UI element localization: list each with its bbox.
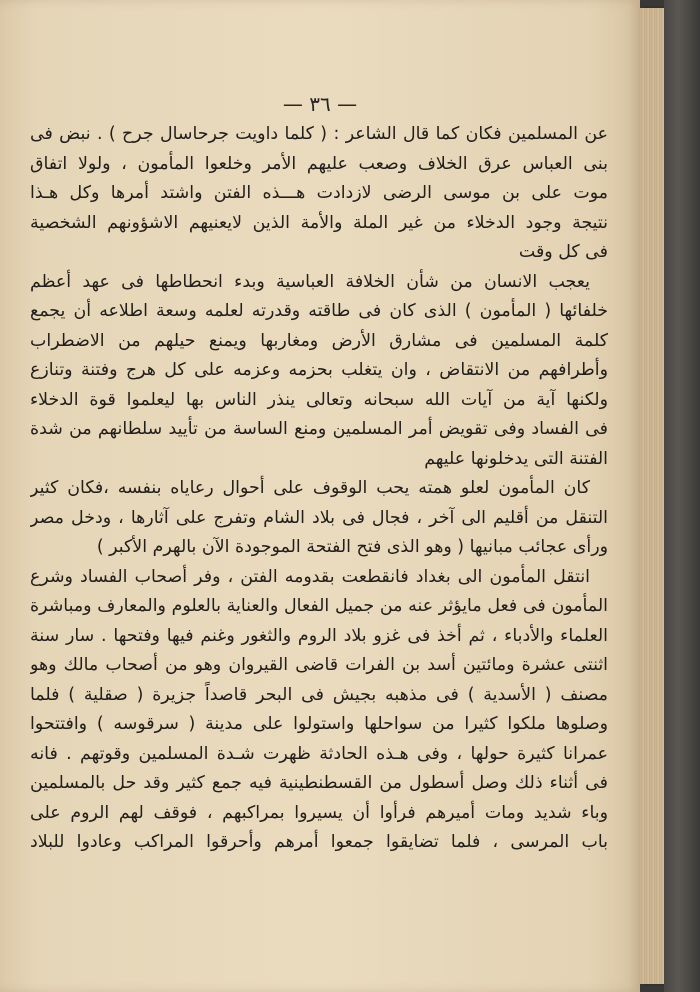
text-line: مصنف ( الأسدية ) فى مذهبه بجيش فى البحر قاصداً جزيرة ( صقلية ) فلما [30,684,608,705]
text-line: كلمة المسلمين فى مشارق الأرض ومغاربها ويمنع حيلهم من الاضطراب [30,330,608,351]
text-line: المأمون فى فعل مايؤثر عنه من جميل الفعال والعناية بالعلوم والمعارف ومباشرة [30,596,608,616]
text-line: وأطرافهم من الانتقاض ، وان يتغلب بحزمه وعزمه على كل هرج وفتنة وتنازع [30,360,608,380]
text-line: فى كل وقت [518,242,608,262]
text-line: باب المرسى ، فلما تضايقوا جمعوا أمرهم وأحرقوا المراكب وعادوا للبلاد [30,832,608,852]
text-line: نتيجة وجود الدخلاء من غير الملة والأمة الذين لايعنيهم الاشؤونهم الشخصية [30,212,608,233]
text-line: بنى العباس عرق الخلاف وصعب عليهم الأمر وخلعوا المأمون ، ولولا اتفاق [30,153,608,174]
text-line: عن المسلمين فكان كما قال الشاعر : ( كلما داويت جرحاسال جرح ) . نبض فى [30,124,608,144]
text-line: موت على بن موسى الرضى لازدادت هـــذه الفتن واشتد أمرها وكل هـذا [30,183,608,203]
text-line: العلماء والأدباء ، ثم أخذ فى غزو بلاد الروم والثغور وغنم فيها وفتحها . سار سنة [30,625,608,646]
text-line: عمرانا كثيرة حولها ، وفى هـذه الحادثة ظهرت شـدة المسلمين وقوتهم . فانه [30,743,608,764]
text-line: اثنتى عشرة ومائتين أسد بن الفرات قاضى القيروان وهو من أصحاب مالك وهو [30,655,608,675]
text-line: ولكنها آية من آيات الله سبحانه وتعالى ينذر الناس بها ليعلموا قوة الدخلاء [30,389,608,410]
text-line: يعجب الانسان من شأن الخلافة العباسية وبدء انحطاطها فى عهد أعظم [30,271,590,292]
text-line: خلفائها ( المأمون ) الذى كان فى طاقته وقدرته لعلمه وسعة اطلاعه أن يجمع [30,301,608,321]
text-line: التنقل من أقليم الى آخر ، فجال فى بلاد الشام وتفرج على آثارها ، ودخل مصر [30,507,608,528]
text-line: الفتنة التى يدخلونها عليهم [424,448,608,469]
book-cover-edge [664,0,700,992]
text-line: وباء شديد ومات أميرهم فرأوا أن يسيروا بمراكبهم ، فوقف لهم الروم على [30,802,608,823]
page-edges [640,8,664,984]
text-line: كان المأمون لعلو همته يحب الوقوف على أحوال رعاياه بنفسه ،فكان كثير [30,478,590,498]
text-line: فى الفساد وفى تقويض أمر المسلمين ومنع الساسة من تأييد سلطانهم من شدة [30,419,608,439]
text-line: وصلوها ملكوا كثيرا من سواحلها واستولوا على مدينة ( سرقوسه ) وافتتحوا [30,714,608,734]
text-line: انتقل المأمون الى بغداد فانقطعت بقدومه الفتن ، وفر أصحاب الفساد وشرع [30,566,590,587]
page-number: — ٣٦ — [282,92,358,116]
body-text [30,120,608,858]
text-line: فى أثناء ذلك وصل أسطول من القسطنطينية فيه جمع كثير وقد حل بالمسلمين [30,773,608,793]
text-line: ورأى عجائب مبانيها ( وهو الذى فتح الفتحة الموجودة الآن بالهرم الأكبر ) [96,537,608,557]
